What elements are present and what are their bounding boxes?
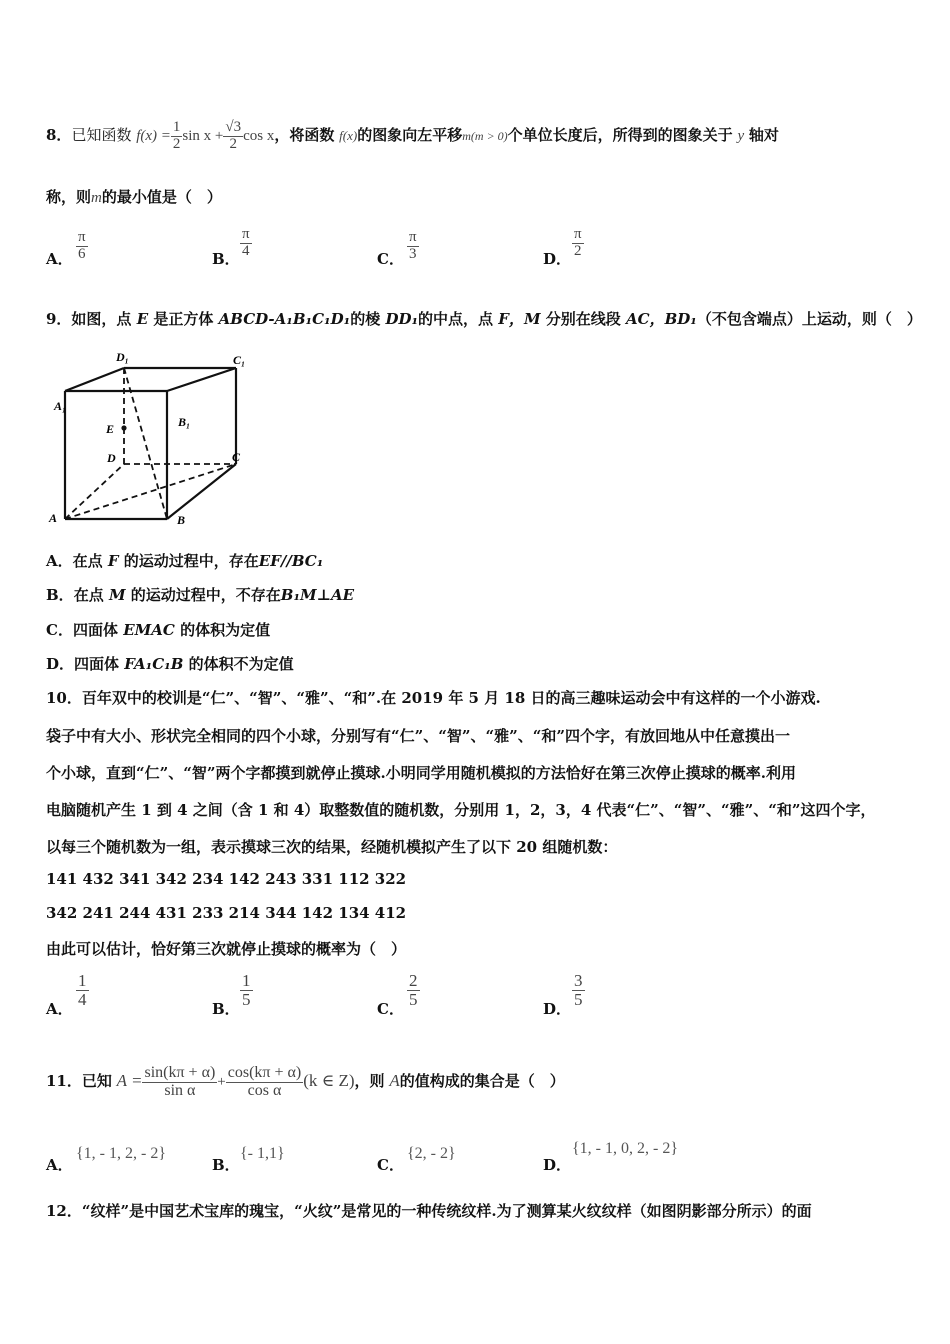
q11-option-b-value: {- 1,1} [240,1145,285,1162]
label-e: E [106,422,115,436]
q8-frac-half: $\frac{1}{2}$ [172,118,181,152]
q8-option-a-value: $\frac{\pi}{6}$ [78,229,86,262]
q10-random-row-2: 342 241 244 431 233 214 344 142 134 412 [46,904,407,922]
q11-frac-sin: $\frac{\sin(k\pi + \alpha)}{\text{sin α}}$ [144,1063,216,1099]
q11-option-c-label: C． [377,1156,404,1174]
q9-text-e: 分别在线段 [545,310,621,328]
edge-a1-d1 [65,368,124,391]
q8-text-4: 个单位长度后，所得到的图象关于 [507,126,733,144]
q9-point-e: E [136,310,149,328]
q11-a: A [389,1071,400,1090]
q9-points-fm: F，M [498,310,541,328]
q8-option-a-label: A． [46,250,73,268]
q9-stem [46,308,922,329]
q10-line-8: 由此可以估计，恰好第三次就停止摸球的概率为（ ） [46,940,407,958]
q9-option-d: D．四面体 FA₁C₁B 的体积不为定值 [46,655,294,673]
q10-random-row-1: 141 432 341 342 234 142 243 331 112 322 [46,870,407,888]
q10-line-2: 袋子中有大小、形状完全相同的四个小球，分别写有“仁”、“智”、“雅”、“和”四个字，有放回地从中任意摸出一 [46,727,791,745]
q9-text-a: 9．如图，点 [46,310,132,328]
q12-line-1: 12．“纹样”是中国艺术宝库的瑰宝，“火纹”是常见的一种传统纹样.为了测算某火纹纹样（如图阴影部分所示）的面 [46,1202,812,1220]
q9-edge: DD₁ [385,310,419,328]
q8-stem-line2 [46,186,222,207]
q8-text-2: ，将函数 [274,126,335,144]
q8-text-7: 的最小值是（ ） [101,188,222,206]
q8-option-b-value: $\frac{\pi}{4}$ [242,226,250,259]
cube-figure [40,340,270,535]
q8-fx: f(x) [339,128,358,143]
label-d1: D₁ [116,350,129,364]
q9-text-d: 的中点，点 [418,310,494,328]
q9-text-b: 是正方体 [153,310,214,328]
q11-lhs: A = [116,1071,143,1090]
q10-line-3: 个小球，直到“仁”、“智”两个字都摸到就停止摸球.小明同学用随机模拟的方法恰好在第三次停止摸球的概率.利用 [46,764,796,782]
q9-option-a: A．在点 F 的运动过程中，存在EF//BC₁ [46,552,324,570]
q10-line-4: 电脑随机产生 1 到 4 之间（含 1 和 4）取整数值的随机数，分别用 1，2，3，4 代表“仁”、“智”、“雅”、“和”这四个字， [46,801,876,819]
edge-a-d [65,464,124,519]
label-d: D [107,451,116,465]
point-e-dot [121,425,126,430]
label-c: C [232,450,241,464]
q9-cube-name: ABCD-A₁B₁C₁D₁ [218,310,351,328]
q8-m: m [91,190,102,206]
q10-option-b-label: B． [212,1000,240,1018]
q10-option-a-value: $\frac{1}{4}$ [78,971,87,1009]
q11-frac-cos: $\frac{\cos(k\pi + \alpha)}{\text{cos α}}$ [227,1063,302,1099]
q11-number: 11．已知 [46,1072,112,1090]
label-c1: C₁ [233,353,246,367]
q8-shift: m(m > 0) [462,129,508,143]
q8-stem-line1 [46,113,779,157]
q11-option-d-value: {1, - 1, 0, 2, - 2} [572,1140,679,1157]
edge-b-c [167,464,236,519]
q11-text-1: ，则 [354,1072,385,1090]
q11-option-b-label: B． [212,1156,240,1174]
q11-option-d-label: D． [543,1156,572,1174]
q11-plus: + [217,1074,226,1090]
q10-option-c-label: C． [377,1000,404,1018]
q11-option-c-value: {2, - 2} [407,1145,456,1162]
q8-option-c-label: C． [377,250,404,268]
q8-y: y [737,128,745,144]
diag-a-c [65,464,236,519]
q9-text-c: 的棱 [350,310,381,328]
label-a1: A₁ [54,399,67,413]
q8-cos: cos x [243,128,275,144]
q10-option-d-value: $\frac{3}{5}$ [574,971,583,1009]
q8-option-d-label: D． [543,250,572,268]
q8-sin: sin x + [182,128,224,144]
q11-condition: (k ∈ Z) [303,1071,355,1090]
q8-text-3: 的图象向左平移 [357,126,463,144]
q10-option-c-value: $\frac{2}{5}$ [409,971,418,1009]
cube-solid-edges [65,368,236,519]
label-a: A [49,511,58,525]
q11-stem [46,1052,565,1110]
q10-option-b-value: $\frac{1}{5}$ [242,971,251,1009]
q10-option-d-label: D． [543,1000,572,1018]
q9-segments: AC，BD₁ [626,310,697,328]
q8-option-c-value: $\frac{\pi}{3}$ [409,229,417,262]
edge-b1-c1 [167,368,236,391]
q10-line-1: 10．百年双中的校训是“仁”、“智”、“雅”、“和”.在 2019 年 5 月 18 日的高三趣味运动会中有这样的一个小游戏. [46,689,821,707]
q9-option-b: B．在点 M 的运动过程中，不存在B₁M⊥AE [46,586,355,604]
q8-number: 8． [46,126,72,144]
q8-func-lhs: f(x) = [136,128,171,144]
q8-option-d-value: $\frac{\pi}{2}$ [574,226,582,259]
label-b: B [177,513,186,527]
q8-text-6: 称，则 [46,188,92,206]
q8-option-b-label: B． [212,250,240,268]
q11-option-a-label: A． [46,1156,73,1174]
q8-text-5: 轴对 [748,126,779,144]
q9-option-c: C．四面体 EMAC 的体积为定值 [46,621,271,639]
q10-line-5: 以每三个随机数为一组，表示摸球三次的结果，经随机模拟产生了以下 20 组随机数： [46,838,618,856]
q11-text-2: 的值构成的集合是（ ） [399,1072,565,1090]
label-b1: B₁ [178,415,191,429]
q8-text-1: 已知函数 [71,126,132,144]
q8-frac-sqrt3: $\frac{√3}{2}$ [225,118,242,152]
q10-option-a-label: A． [46,1000,73,1018]
q9-text-f: （不包含端点）上运动，则（ ） [696,310,922,328]
q11-option-a-value: {1, - 1, 2, - 2} [76,1145,167,1162]
